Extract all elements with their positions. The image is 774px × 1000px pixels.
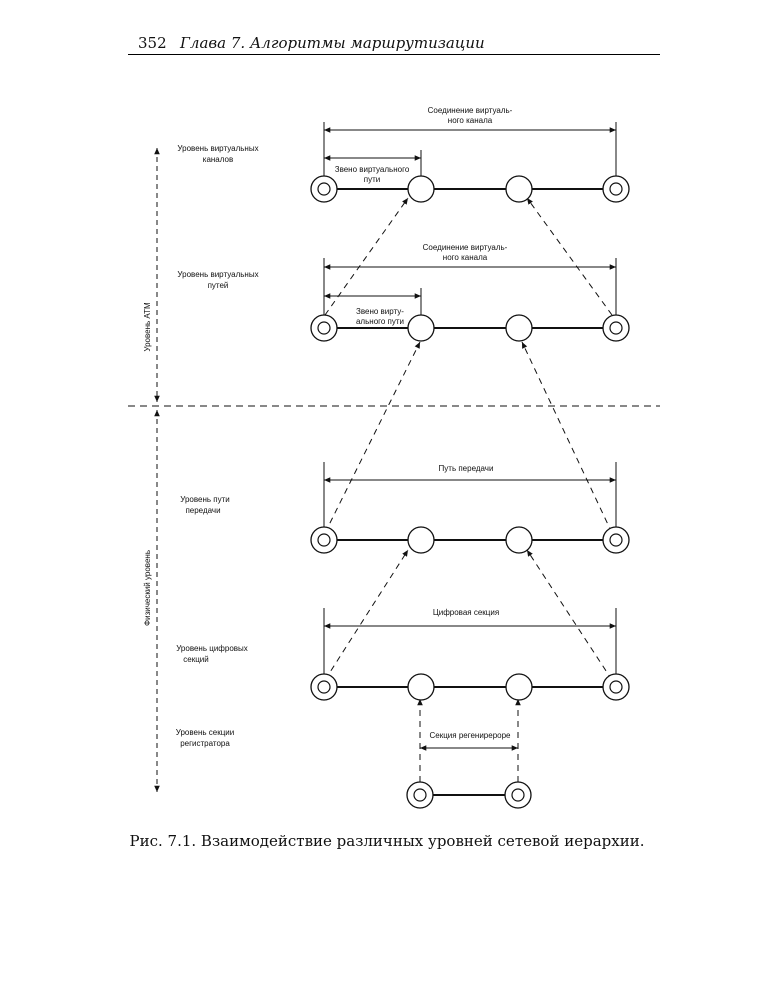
level-label-tp-2: передачи (185, 506, 221, 515)
level-label-vp-1: Уровень виртуальных (177, 270, 259, 279)
level-label-tp-1: Уровень пути (180, 495, 230, 504)
level-label-vc-1: Уровень виртуальных (177, 144, 259, 153)
level-label-rs-1: Уровень секции (175, 728, 235, 737)
rs-level-nodes (407, 782, 531, 808)
tp-level-nodes (311, 527, 629, 553)
switch-node (408, 527, 434, 553)
level-label-ds-2: секций (183, 655, 209, 664)
vc-level-nodes (311, 176, 629, 202)
vp-link-label-2-1: Звено вирту- (356, 307, 404, 316)
switch-node (408, 176, 434, 202)
switch-node (408, 315, 434, 341)
vc-connection-label-1: Соединение виртуаль- (427, 106, 513, 115)
vc-connection-label-2-2: ного канала (442, 253, 488, 262)
regenerator-section-label: Секция регенирероре (429, 731, 511, 740)
vp-link-label-1: Звено виртуального (334, 165, 410, 174)
page-number: 352 (138, 34, 167, 52)
switch-node (506, 527, 532, 553)
atm-level-label: Уровень АТМ (143, 302, 152, 352)
switch-node (408, 674, 434, 700)
physical-level-label: Физический уровень (143, 550, 152, 626)
transmission-path-label: Путь передачи (438, 464, 494, 473)
chapter-title: Глава 7. Алгоритмы маршрутизации (180, 34, 485, 52)
digital-section-label: Цифровая секция (432, 608, 500, 617)
vc-connection-label-2-1: Соединение виртуаль- (422, 243, 508, 252)
vp-link-label-2: пути (363, 175, 381, 184)
level-label-rs-2: регистратора (180, 739, 230, 748)
figure-caption: Рис. 7.1. Взаимодействие различных уровней сетевой иерархии. (129, 832, 645, 850)
ds-level-nodes (311, 674, 629, 700)
inter-level-connectors (325, 198, 612, 793)
level-label-vp-2: путей (207, 281, 229, 290)
switch-node (506, 315, 532, 341)
level-label-vc-2: каналов (202, 155, 234, 164)
level-label-ds-1: Уровень цифровых (176, 644, 248, 653)
switch-node (506, 674, 532, 700)
vp-link-label-2-2: ального пути (355, 317, 405, 326)
switch-node (506, 176, 532, 202)
ds-level-brackets (324, 608, 616, 674)
vc-connection-label-2: ного канала (447, 116, 493, 125)
